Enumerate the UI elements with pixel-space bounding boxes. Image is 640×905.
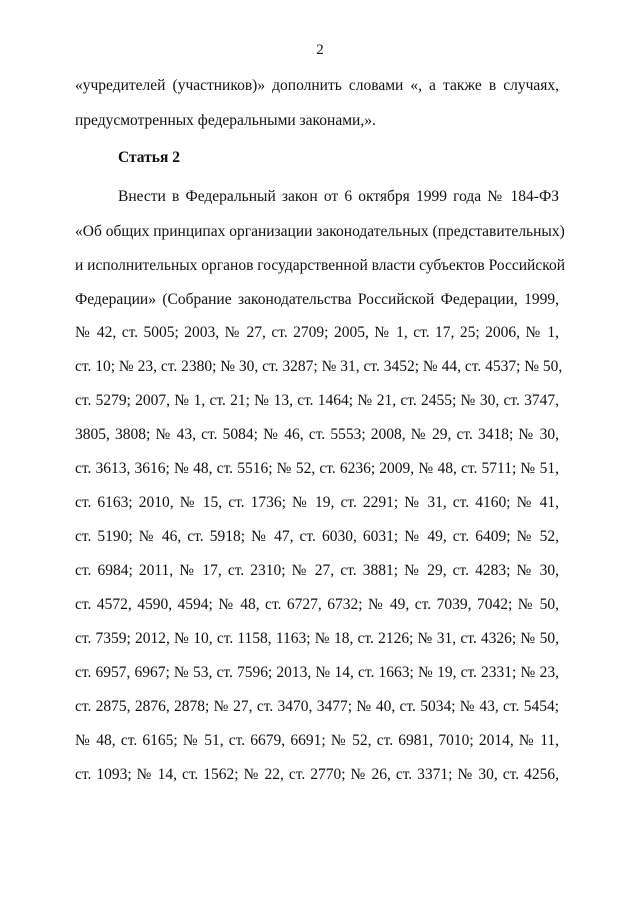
article-line: № 48, ст. 6165; № 51, ст. 6679, 6691; № 52, ст. 6981, 7010; 2014, № 11, (75, 732, 559, 749)
article-line: ст. 6984; 2011, № 17, ст. 2310; № 27, ст. 3881; № 29, ст. 4283; № 30, (75, 562, 559, 579)
article-line: и исполнительных органов государственной власти субъектов Российской (75, 257, 566, 274)
article-line: ст. 1093; № 14, ст. 1562; № 22, ст. 2770; № 26, ст. 3371; № 30, ст. 4256, (75, 766, 559, 783)
article-heading: Статья 2 (118, 149, 180, 166)
page-number: 2 (316, 42, 324, 58)
article-line: ст. 4572, 4590, 4594; № 48, ст. 6727, 6732; № 49, ст. 7039, 7042; № 50, (75, 596, 559, 613)
article-line: 3805, 3808; № 43, ст. 5084; № 46, ст. 5553; 2008, № 29, ст. 3418; № 30, (75, 426, 559, 443)
article-line: «Об общих принципах организации законодательных (представительных) (75, 223, 565, 240)
article-line: № 42, ст. 5005; 2003, № 27, ст. 2709; 2005, № 1, ст. 17, 25; 2006, № 1, (75, 324, 559, 341)
article-line: ст. 5190; № 46, ст. 5918; № 47, ст. 6030, 6031; № 49, ст. 6409; № 52, (75, 528, 559, 545)
article-line: ст. 3613, 3616; № 48, ст. 5516; № 52, ст. 6236; 2009, № 48, ст. 5711; № 51, (75, 460, 559, 477)
article-line: ст. 7359; 2012, № 10, ст. 1158, 1163; № 18, ст. 2126; № 31, ст. 4326; № 50, (75, 630, 559, 647)
paragraph-line: «учредителей (участников)» дополнить словами «, а также в случаях, (75, 77, 559, 94)
article-line: ст. 10; № 23, ст. 2380; № 30, ст. 3287; № 31, ст. 3452; № 44, ст. 4537; № 50, (75, 358, 563, 375)
article-line: Федерации» (Собрание законодательства Российской Федерации, 1999, (75, 291, 559, 308)
article-line: ст. 5279; 2007, № 1, ст. 21; № 13, ст. 1464; № 21, ст. 2455; № 30, ст. 3747, (75, 392, 559, 409)
article-line: ст. 6163; 2010, № 15, ст. 1736; № 19, ст. 2291; № 31, ст. 4160; № 41, (75, 494, 559, 511)
paragraph-line: предусмотренных федеральными законами,». (75, 112, 376, 129)
article-line: ст. 2875, 2876, 2878; № 27, ст. 3470, 3477; № 40, ст. 5034; № 43, ст. 5454; (75, 698, 559, 715)
article-line: ст. 6957, 6967; № 53, ст. 7596; 2013, № 14, ст. 1663; № 19, ст. 2331; № 23, (75, 664, 559, 681)
article-line: Внести в Федеральный закон от 6 октября 1999 года № 184-ФЗ (118, 188, 559, 205)
